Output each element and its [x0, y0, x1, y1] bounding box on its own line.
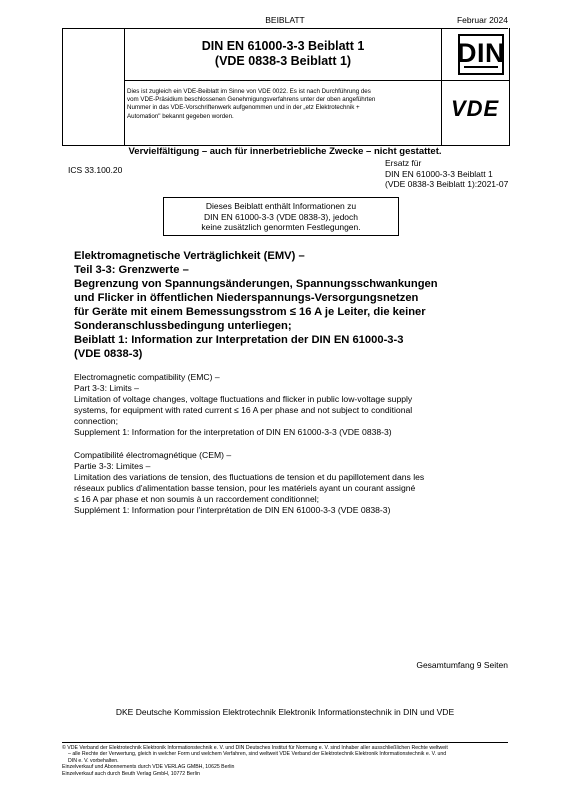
- vde-note-line: Automation" bekannt gegeben worden.: [127, 112, 234, 120]
- document-number-line: (VDE 0838-3 Beiblatt 1): [214, 54, 352, 68]
- title-english-line: Limitation of voltage changes, voltage fluctuations and flicker in public low-voltage supply: [74, 394, 413, 404]
- vde-note-line: vom VDE-Präsidium beschlossenen Genehmigungsverfahrens unter der oben angeführten: [127, 96, 376, 104]
- title-german-line: für Geräte mit einem Bemessungsstrom ≤ 16 A je Leiter, die keiner: [74, 306, 426, 318]
- title-german-line: und Flicker in öffentlichen Niederspannungs-Versorgungsnetzen: [74, 292, 419, 304]
- title-french: [74, 450, 514, 516]
- replacement-line: DIN EN 61000-3-3 Beiblatt 1: [385, 168, 493, 179]
- title-german-line: Elektromagnetische Verträglichkeit (EMV) –: [74, 250, 305, 262]
- publication-date: Februar 2024: [456, 15, 508, 25]
- title-english-line: connection;: [74, 416, 118, 426]
- title-english-line: systems, for equipment with rated current ≤ 16 A per phase and not subject to conditional: [74, 405, 413, 415]
- title-german-line: Sonderanschlussbedingung unterliegen;: [74, 320, 292, 332]
- info-box: [163, 197, 399, 236]
- info-box-line: keine zusätzlich genormten Festlegungen.: [201, 222, 361, 232]
- document-number: [125, 39, 441, 69]
- document-type-label: BEIBLATT: [265, 15, 305, 25]
- title-english-line: Supplement 1: Information for the interpretation of DIN EN 61000-3-3 (VDE 0838-3): [74, 427, 392, 437]
- title-english-line: Part 3-3: Limits –: [74, 383, 139, 393]
- vde-note: [127, 88, 437, 121]
- title-french-line: Compatibilité électromagnétique (CEM) –: [74, 450, 232, 460]
- din-logo-bar: [464, 66, 498, 68]
- title-german-line: Beiblatt 1: Information zur Interpretation der DIN EN 61000-3-3: [74, 334, 404, 346]
- title-french-line: Supplément 1: Information pour l'interprétation de DIN EN 61000-3-3 (VDE 0838-3): [74, 505, 391, 515]
- title-french-line: ≤ 16 A par phase et non soumis à un raccordement conditionnel;: [74, 494, 320, 504]
- info-box-line: DIN EN 61000-3-3 (VDE 0838-3), jedoch: [203, 211, 359, 222]
- divider: [62, 742, 508, 743]
- title-german-line: (VDE 0838-3): [74, 348, 143, 360]
- header-table: [62, 28, 510, 146]
- title-german-line: Teil 3-3: Grenzwerte –: [74, 264, 189, 276]
- title-german: [74, 249, 514, 361]
- title-german-line: Begrenzung von Spannungsänderungen, Spannungsschwankungen: [74, 278, 438, 290]
- footer-line: Einzelverkauf und Abonnements durch VDE VERLAG GMBH, 10625 Berlin: [62, 764, 235, 771]
- total-pages: Gesamtumfang 9 Seiten: [416, 660, 508, 670]
- footer-line: DIN e. V. vorbehalten.: [68, 757, 119, 764]
- dke-line: DKE Deutsche Kommission Elektrotechnik Elektronik Informationstechnik in DIN und VDE: [115, 707, 455, 717]
- vde-logo: VDE: [451, 96, 500, 121]
- din-logo: [458, 34, 504, 75]
- replacement-line: Ersatz für: [385, 158, 422, 168]
- ics-code: ICS 33.100.20: [68, 165, 123, 175]
- info-box-line: Dieses Beiblatt enthält Informationen zu: [205, 201, 357, 211]
- document-number-line: DIN EN 61000-3-3 Beiblatt 1: [201, 39, 365, 53]
- title-french-line: Limitation des variations de tension, des fluctuations de tension et du papillotement dans les: [74, 472, 425, 482]
- vde-note-line: Nummer in das VDE-Vorschriftenwerk aufgenommen und in der „etz Elektrotechnik +: [127, 104, 360, 112]
- title-english-line: Electromagnetic compatibility (EMC) –: [74, 372, 220, 382]
- top-bar: [62, 12, 508, 28]
- copyright-footer: [62, 745, 520, 777]
- footer-line: Einzelverkauf auch durch Beuth Verlag GmbH, 10772 Berlin: [62, 770, 200, 777]
- din-logo-text: DIN: [457, 38, 505, 68]
- replacement-line: (VDE 0838-3 Beiblatt 1):2021-07: [385, 179, 509, 189]
- divider: [124, 80, 509, 81]
- vde-note-line: Dies ist zugleich ein VDE-Beiblatt im Sinne von VDE 0022. Es ist nach Durchführung des: [127, 88, 371, 95]
- title-english: [74, 372, 514, 438]
- footer-line: – alle Rechte der Verwertung, gleich in welcher Form und welchem Verfahren, sind weltweit VDE Verband der Elektrotechnik Elektronik Informationstechnik e. V. und: [68, 751, 447, 758]
- title-french-line: réseaux publics d'alimentation basse tension, pour les matériels ayant un courant assigné: [74, 483, 416, 493]
- replacement-info: [385, 158, 508, 190]
- reproduction-notice: Vervielfältigung – auch für innerbetriebliche Zwecke – nicht gestattet.: [128, 146, 442, 157]
- title-french-line: Partie 3-3: Limites –: [74, 461, 151, 471]
- divider: [441, 28, 442, 145]
- footer-line: © VDE Verband der Elektrotechnik Elektronik Informationstechnik e. V. und DIN Deutsches Institut für Normung e. V. sind Inhaber aller ausschließlichen Rechte weltweit: [62, 745, 448, 751]
